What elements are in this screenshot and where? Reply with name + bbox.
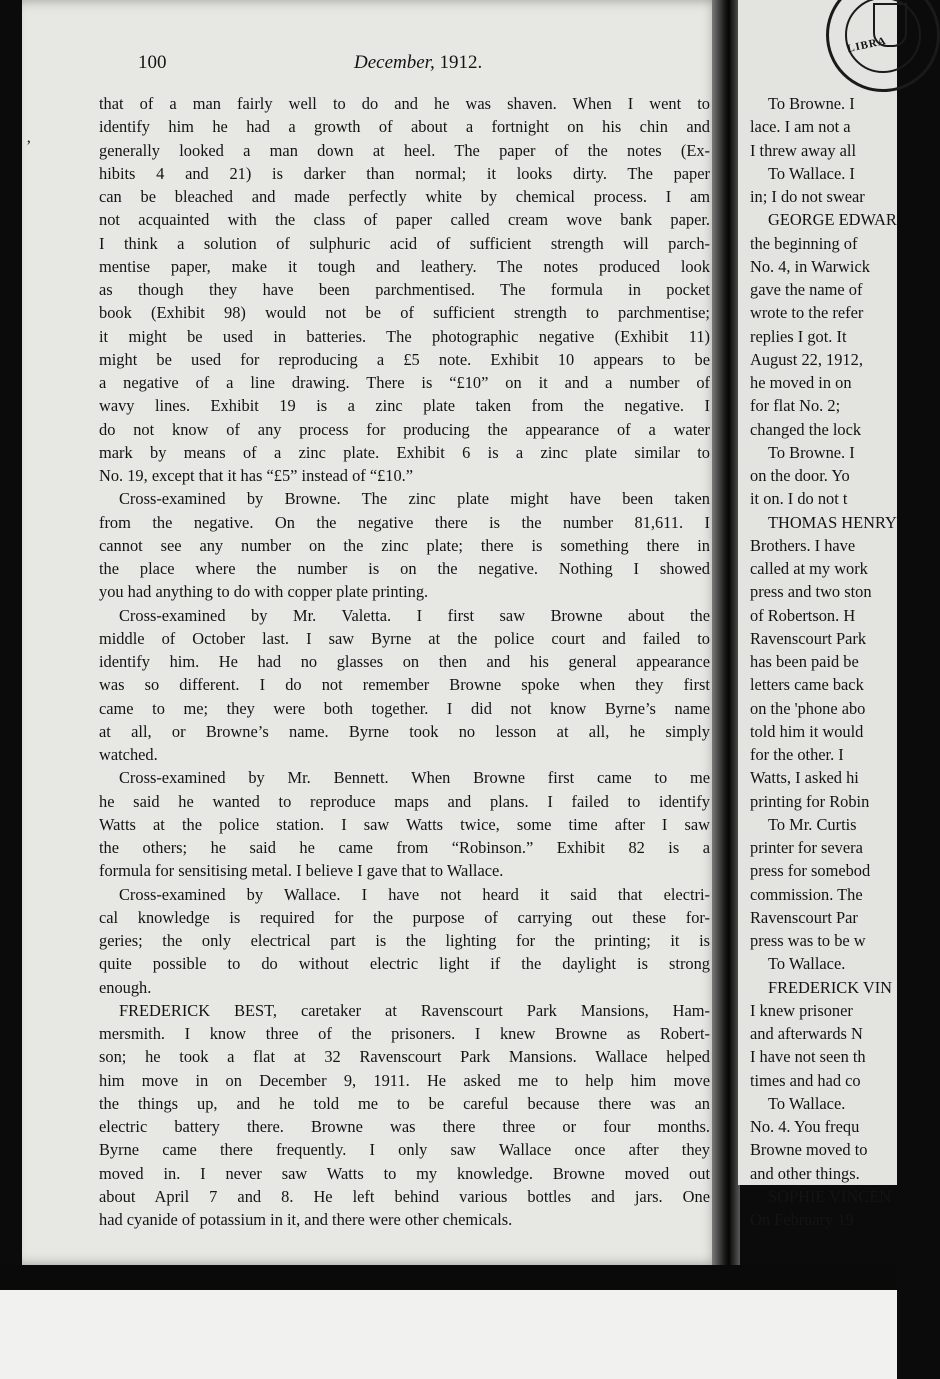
text-line: on the 'phone abo xyxy=(750,698,866,718)
text-line: FREDERICK BEST, caretaker at Ravenscourt Park Mansions, Ham- xyxy=(119,1000,710,1020)
text-line: To Mr. Curtis xyxy=(768,814,857,834)
text-line: generally looked a man down at heel. The paper of the notes (Ex- xyxy=(99,140,710,160)
text-line: THOMAS HENRY xyxy=(768,512,897,532)
text-line: Ravenscourt Park xyxy=(750,628,867,648)
text-line: book (Exhibit 98) would not be of sufficient strength to parchmentise; xyxy=(99,303,710,323)
text-line: press was to be w xyxy=(750,931,866,950)
text-line: enough. xyxy=(99,977,152,997)
text-line: To Wallace. xyxy=(768,1093,846,1113)
text-line: commission. The xyxy=(750,884,863,904)
text-line: and afterwards N xyxy=(750,1024,863,1043)
running-head-year: 1912. xyxy=(439,52,483,73)
scan-bottom-margin xyxy=(0,1290,897,1379)
running-head-month: December, xyxy=(354,52,435,73)
text-line: geries; the only electrical part is the lighting for the printing; it is xyxy=(99,931,710,950)
text-line: Cross-examined by Mr. Bennett. When Browne first came to me xyxy=(119,768,710,788)
text-line: not acquainted with the class of paper called cream wove bank paper. xyxy=(99,210,710,230)
text-line: on the door. Yo xyxy=(750,466,850,485)
text-line: watched. xyxy=(99,745,158,764)
text-line: wavy lines. Exhibit 19 is a zinc plate taken from the negative. I xyxy=(99,396,710,416)
text-line: mersmith. I know three of the prisoners. I knew Browne as Robert- xyxy=(99,1024,710,1043)
text-line: he said he wanted to reproduce maps and plans. I failed to identify xyxy=(99,791,710,811)
text-line: Cross-examined by Wallace. I have not heard it said that electri- xyxy=(119,884,710,904)
right-column-text xyxy=(750,92,910,1231)
text-line: To Wallace. I xyxy=(768,163,855,183)
text-line: and other things. xyxy=(750,1163,860,1183)
text-line: the beginning of xyxy=(750,233,858,253)
margin-pencil-mark: ’ xyxy=(26,138,32,155)
text-line: son; he took a flat at 32 Ravenscourt Park Mansions. Wallace helped xyxy=(99,1047,710,1067)
text-line: Byrne came there frequently. I only saw Wallace once after they xyxy=(99,1140,710,1160)
page-header xyxy=(138,52,508,82)
text-line: you had anything to do with copper plate printing. xyxy=(99,582,429,602)
text-line: To Browne. I xyxy=(768,442,855,462)
text-line: times and had co xyxy=(750,1070,861,1090)
text-line: can be bleached and made perfectly white by chemical process. I am xyxy=(99,187,710,206)
text-line: from the negative. On the negative there is the number 81,611. I xyxy=(99,512,710,532)
text-line: the things up, and he told me to be careful because there was an xyxy=(99,1093,710,1113)
text-line: No. 4, in Warwick xyxy=(750,256,870,276)
text-line: GEORGE EDWAR xyxy=(768,210,897,230)
page-number: 100 xyxy=(138,52,167,73)
left-column-text xyxy=(99,92,710,1231)
text-line: No. 4. You frequ xyxy=(750,1117,860,1136)
text-line: the place where the number is on the negative. Nothing I showed xyxy=(99,559,710,578)
text-line: Brothers. I have xyxy=(750,535,856,555)
text-line: moved in. I never saw Watts to my knowledge. Browne moved out xyxy=(99,1163,710,1183)
text-line: cannot see any number on the zinc plate; there is something there in xyxy=(99,535,710,555)
text-line: To Browne. I xyxy=(768,94,855,113)
text-line: told him it would xyxy=(750,721,864,741)
text-line: about April 7 and 8. He left behind various bottles and jars. One xyxy=(99,1186,710,1206)
text-line: of Robertson. H xyxy=(750,605,856,625)
text-line: To Wallace. xyxy=(768,954,846,974)
text-line: lace. I am not a xyxy=(750,117,851,137)
text-line: FREDERICK VIN xyxy=(768,977,893,997)
text-line: On February 19 xyxy=(750,1210,854,1229)
text-line: do not know of any process for producing the appearance of a water xyxy=(99,419,710,439)
text-line: for the other. I xyxy=(750,745,844,764)
book-gutter xyxy=(712,0,740,1270)
text-line: replies I got. It xyxy=(750,326,847,346)
text-line: identify him he had a growth of about a fortnight on his chin and xyxy=(99,117,710,137)
right-page xyxy=(738,0,897,1229)
text-line: as though they have been parchmentised. The formula in pocket xyxy=(99,280,710,299)
text-line: August 22, 1912, xyxy=(750,349,863,369)
text-line: Browne moved to xyxy=(750,1140,868,1160)
text-line: came to me; they were both together. I did not know Byrne’s name xyxy=(99,698,710,718)
text-line: I threw away all xyxy=(750,140,857,160)
text-line: for flat No. 2; xyxy=(750,396,841,416)
text-line: I knew prisoner xyxy=(750,1000,853,1020)
library-stamp-text: LIBRA xyxy=(846,34,888,56)
text-line: might be used for reproducing a £5 note. Exhibit 10 appears to be xyxy=(99,349,710,369)
text-line: in; I do not swear xyxy=(750,187,865,206)
text-line: that of a man fairly well to do and he was shaven. When I went to xyxy=(99,94,710,113)
text-line: called at my work xyxy=(750,559,868,578)
text-line: formula for sensitising metal. I believe I gave that to Wallace. xyxy=(99,861,504,881)
text-line: Watts at the police station. I saw Watts twice, some time after I saw xyxy=(99,814,710,834)
text-line: quite possible to do without electric light if the daylight is strong xyxy=(99,954,710,974)
text-line: press and two ston xyxy=(750,582,872,602)
text-line: letters came back xyxy=(750,675,864,695)
text-line: mentise paper, make it tough and leathery. The notes produced look xyxy=(99,256,710,276)
text-line: he moved in on xyxy=(750,373,852,392)
text-line: cal knowledge is required for the purpose of carrying out these for- xyxy=(99,907,710,927)
text-line: printer for severa xyxy=(750,838,863,857)
text-line: SOPHIE VINCEN xyxy=(768,1186,892,1206)
text-line: had cyanide of potassium in it, and there were other chemicals. xyxy=(99,1210,513,1229)
text-line: mark by means of a zinc plate. Exhibit 6 is a zinc plate similar to xyxy=(99,442,710,462)
text-line: at all, or Browne’s name. Byrne took no lesson at all, he simply xyxy=(99,721,710,741)
text-line: hibits 4 and 21) is darker than normal; it looks dirty. The paper xyxy=(99,163,710,183)
text-line: press for somebod xyxy=(750,861,871,881)
text-line: Watts, I asked hi xyxy=(750,768,859,788)
text-line: Ravenscourt Par xyxy=(750,907,858,927)
text-line: No. 19, except that it has “£5” instead of “£10.” xyxy=(99,466,414,485)
text-line: wrote to the refer xyxy=(750,303,864,323)
running-head xyxy=(354,52,482,74)
text-line: identify him. He had no glasses on then and his general appearance xyxy=(99,652,710,671)
text-line: Cross-examined by Browne. The zinc plate might have been taken xyxy=(119,489,710,509)
text-line: I think a solution of sulphuric acid of sufficient strength will parch- xyxy=(99,233,710,253)
text-line: gave the name of xyxy=(750,280,863,299)
text-line: printing for Robin xyxy=(750,791,870,811)
text-line: the others; he said he came from “Robinson.” Exhibit 82 is a xyxy=(99,838,710,857)
text-line: him move in on December 9, 1911. He asked me to help him move xyxy=(99,1070,710,1090)
text-line: Cross-examined by Mr. Valetta. I first saw Browne about the xyxy=(119,605,710,625)
text-line: it might be used in batteries. The photographic negative (Exhibit 11) xyxy=(99,326,710,346)
text-line: it on. I do not t xyxy=(750,489,848,509)
text-line: was so different. I do not remember Browne spoke when they first xyxy=(99,675,710,695)
text-line: changed the lock xyxy=(750,419,862,439)
text-line: a negative of a line drawing. There is “£10” on it and a number of xyxy=(99,373,710,392)
text-line: I have not seen th xyxy=(750,1047,866,1067)
text-line: electric battery there. Browne was there three or four months. xyxy=(99,1117,710,1136)
text-line: middle of October last. I saw Byrne at the police court and failed to xyxy=(99,628,710,648)
text-line: has been paid be xyxy=(750,652,859,671)
